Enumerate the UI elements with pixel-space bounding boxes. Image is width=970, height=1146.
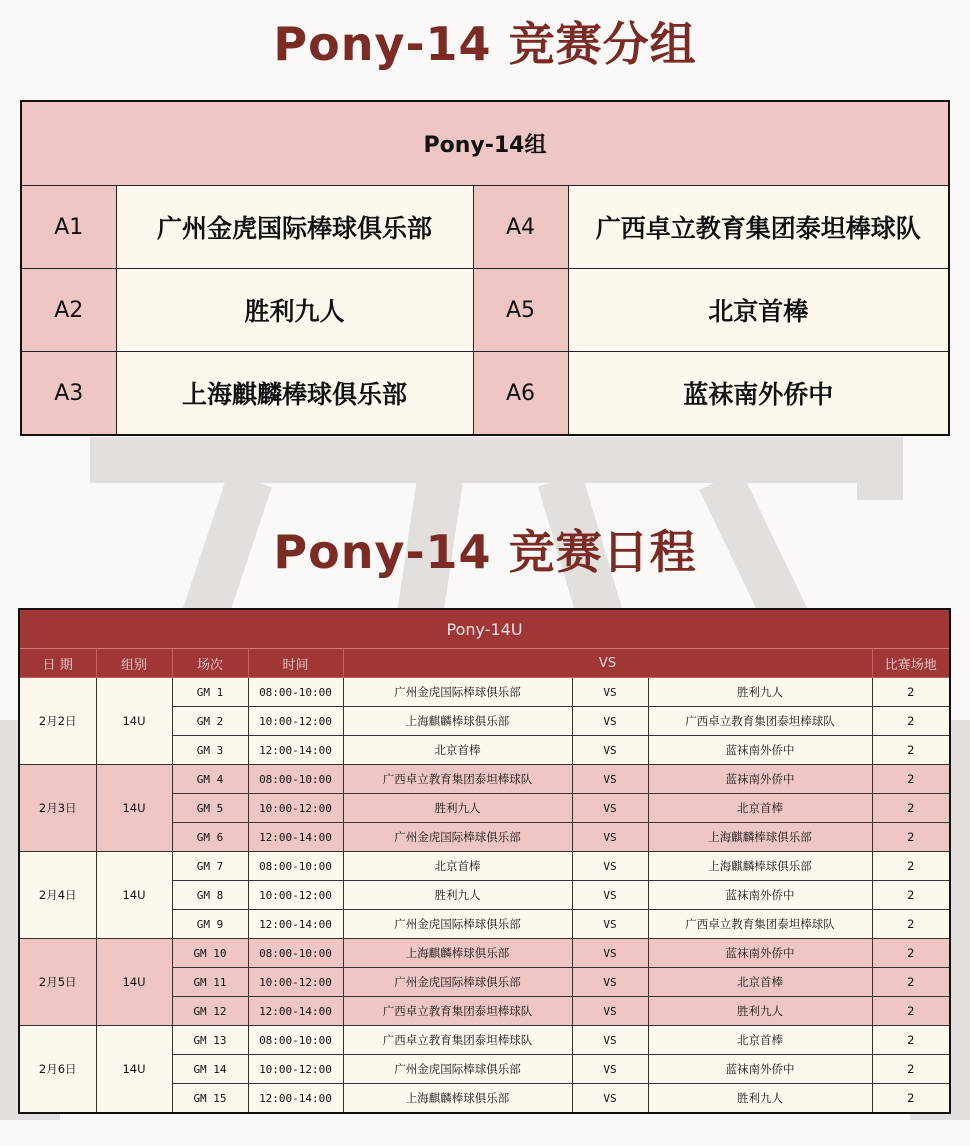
- home-team-cell: 广州金虎国际棒球俱乐部: [343, 678, 572, 707]
- schedule-table: [18, 608, 951, 1114]
- home-team-cell: 上海麒麟棒球俱乐部: [343, 939, 572, 968]
- home-team-cell: 广州金虎国际棒球俱乐部: [343, 1055, 572, 1084]
- field-cell: 2: [872, 1084, 950, 1114]
- vs-cell: VS: [572, 910, 648, 939]
- field-cell: 2: [872, 1055, 950, 1084]
- time-cell: 12:00-14:00: [248, 823, 343, 852]
- vs-cell: VS: [572, 1084, 648, 1114]
- date-cell: 2月2日: [19, 678, 96, 765]
- game-cell: GM 11: [172, 968, 248, 997]
- group-team: 蓝袜南外侨中: [568, 352, 949, 436]
- home-team-cell: 北京首棒: [343, 852, 572, 881]
- away-team-cell: 胜利九人: [648, 1084, 872, 1114]
- vs-cell: VS: [572, 1026, 648, 1055]
- group-cell: 14U: [96, 678, 172, 765]
- group-cell: 14U: [96, 765, 172, 852]
- date-cell: 2月6日: [19, 1026, 96, 1114]
- field-cell: 2: [872, 1026, 950, 1055]
- time-cell: 10:00-12:00: [248, 707, 343, 736]
- groups-table-header: Pony-14组: [21, 101, 949, 186]
- schedule-header-row: [19, 609, 950, 649]
- game-cell: GM 13: [172, 1026, 248, 1055]
- game-cell: GM 2: [172, 707, 248, 736]
- group-cell: 14U: [96, 1026, 172, 1114]
- group-code: A1: [21, 186, 116, 269]
- group-team: 北京首棒: [568, 269, 949, 352]
- game-cell: GM 1: [172, 678, 248, 707]
- group-code: A5: [473, 269, 568, 352]
- game-cell: GM 6: [172, 823, 248, 852]
- vs-cell: VS: [572, 997, 648, 1026]
- home-team-cell: 广西卓立教育集团泰坦棒球队: [343, 765, 572, 794]
- groups-table-header-row: [21, 101, 949, 186]
- table-row: [19, 765, 950, 794]
- group-team: 上海麒麟棒球俱乐部: [116, 352, 473, 436]
- home-team-cell: 胜利九人: [343, 881, 572, 910]
- table-row: [19, 939, 950, 968]
- vs-cell: VS: [572, 852, 648, 881]
- vs-cell: VS: [572, 678, 648, 707]
- game-cell: GM 14: [172, 1055, 248, 1084]
- time-cell: 08:00-10:00: [248, 1026, 343, 1055]
- vs-cell: VS: [572, 968, 648, 997]
- field-cell: 2: [872, 939, 950, 968]
- away-team-cell: 广西卓立教育集团泰坦棒球队: [648, 910, 872, 939]
- column-header-vs: VS: [343, 649, 872, 678]
- game-cell: GM 7: [172, 852, 248, 881]
- table-row: [19, 678, 950, 707]
- date-cell: 2月4日: [19, 852, 96, 939]
- time-cell: 12:00-14:00: [248, 910, 343, 939]
- field-cell: 2: [872, 736, 950, 765]
- away-team-cell: 北京首棒: [648, 968, 872, 997]
- home-team-cell: 北京首棒: [343, 736, 572, 765]
- group-team: 广州金虎国际棒球俱乐部: [116, 186, 473, 269]
- group-code: A4: [473, 186, 568, 269]
- field-cell: 2: [872, 678, 950, 707]
- time-cell: 08:00-10:00: [248, 678, 343, 707]
- time-cell: 10:00-12:00: [248, 794, 343, 823]
- vs-cell: VS: [572, 707, 648, 736]
- date-cell: 2月5日: [19, 939, 96, 1026]
- group-cell: 14U: [96, 939, 172, 1026]
- away-team-cell: 蓝袜南外侨中: [648, 765, 872, 794]
- group-code: A2: [21, 269, 116, 352]
- time-cell: 08:00-10:00: [248, 765, 343, 794]
- column-header-time: 时间: [248, 649, 343, 678]
- schedule-title: Pony-14 竞赛日程: [273, 525, 697, 579]
- groups-table: [20, 100, 950, 436]
- time-cell: 08:00-10:00: [248, 939, 343, 968]
- group-code: A3: [21, 352, 116, 436]
- home-team-cell: 胜利九人: [343, 794, 572, 823]
- field-cell: 2: [872, 881, 950, 910]
- away-team-cell: 胜利九人: [648, 997, 872, 1026]
- time-cell: 10:00-12:00: [248, 1055, 343, 1084]
- schedule-table-header: Pony-14U: [19, 609, 950, 649]
- field-cell: 2: [872, 968, 950, 997]
- column-header-date: 日 期: [19, 649, 96, 678]
- vs-cell: VS: [572, 1055, 648, 1084]
- time-cell: 08:00-10:00: [248, 852, 343, 881]
- away-team-cell: 蓝袜南外侨中: [648, 939, 872, 968]
- away-team-cell: 北京首棒: [648, 794, 872, 823]
- group-row: [21, 186, 949, 269]
- game-cell: GM 4: [172, 765, 248, 794]
- away-team-cell: 胜利九人: [648, 678, 872, 707]
- column-header-field: 比赛场地: [872, 649, 950, 678]
- group-code: A6: [473, 352, 568, 436]
- vs-cell: VS: [572, 823, 648, 852]
- game-cell: GM 10: [172, 939, 248, 968]
- away-team-cell: 蓝袜南外侨中: [648, 736, 872, 765]
- time-cell: 10:00-12:00: [248, 881, 343, 910]
- home-team-cell: 上海麒麟棒球俱乐部: [343, 1084, 572, 1114]
- group-row: [21, 352, 949, 436]
- field-cell: 2: [872, 823, 950, 852]
- home-team-cell: 广西卓立教育集团泰坦棒球队: [343, 997, 572, 1026]
- home-team-cell: 广州金虎国际棒球俱乐部: [343, 910, 572, 939]
- vs-cell: VS: [572, 794, 648, 823]
- away-team-cell: 蓝袜南外侨中: [648, 881, 872, 910]
- game-cell: GM 15: [172, 1084, 248, 1114]
- group-team: 广西卓立教育集团泰坦棒球队: [568, 186, 949, 269]
- group-team: 胜利九人: [116, 269, 473, 352]
- groups-title: Pony-14 竞赛分组: [273, 17, 697, 71]
- away-team-cell: 北京首棒: [648, 1026, 872, 1055]
- time-cell: 12:00-14:00: [248, 997, 343, 1026]
- vs-cell: VS: [572, 765, 648, 794]
- time-cell: 12:00-14:00: [248, 736, 343, 765]
- group-cell: 14U: [96, 852, 172, 939]
- away-team-cell: 蓝袜南外侨中: [648, 1055, 872, 1084]
- time-cell: 10:00-12:00: [248, 968, 343, 997]
- game-cell: GM 9: [172, 910, 248, 939]
- field-cell: 2: [872, 852, 950, 881]
- away-team-cell: 广西卓立教育集团泰坦棒球队: [648, 707, 872, 736]
- vs-cell: VS: [572, 881, 648, 910]
- table-row: [19, 1026, 950, 1055]
- game-cell: GM 8: [172, 881, 248, 910]
- game-cell: GM 3: [172, 736, 248, 765]
- home-team-cell: 广州金虎国际棒球俱乐部: [343, 968, 572, 997]
- schedule-column-header-row: [19, 649, 950, 678]
- column-header-group: 组别: [96, 649, 172, 678]
- home-team-cell: 广西卓立教育集团泰坦棒球队: [343, 1026, 572, 1055]
- game-cell: GM 12: [172, 997, 248, 1026]
- group-row: [21, 269, 949, 352]
- vs-cell: VS: [572, 736, 648, 765]
- game-cell: GM 5: [172, 794, 248, 823]
- field-cell: 2: [872, 910, 950, 939]
- field-cell: 2: [872, 794, 950, 823]
- field-cell: 2: [872, 765, 950, 794]
- home-team-cell: 上海麒麟棒球俱乐部: [343, 707, 572, 736]
- home-team-cell: 广州金虎国际棒球俱乐部: [343, 823, 572, 852]
- table-row: [19, 852, 950, 881]
- date-cell: 2月3日: [19, 765, 96, 852]
- away-team-cell: 上海麒麟棒球俱乐部: [648, 852, 872, 881]
- vs-cell: VS: [572, 939, 648, 968]
- time-cell: 12:00-14:00: [248, 1084, 343, 1114]
- column-header-game: 场次: [172, 649, 248, 678]
- away-team-cell: 上海麒麟棒球俱乐部: [648, 823, 872, 852]
- field-cell: 2: [872, 997, 950, 1026]
- field-cell: 2: [872, 707, 950, 736]
